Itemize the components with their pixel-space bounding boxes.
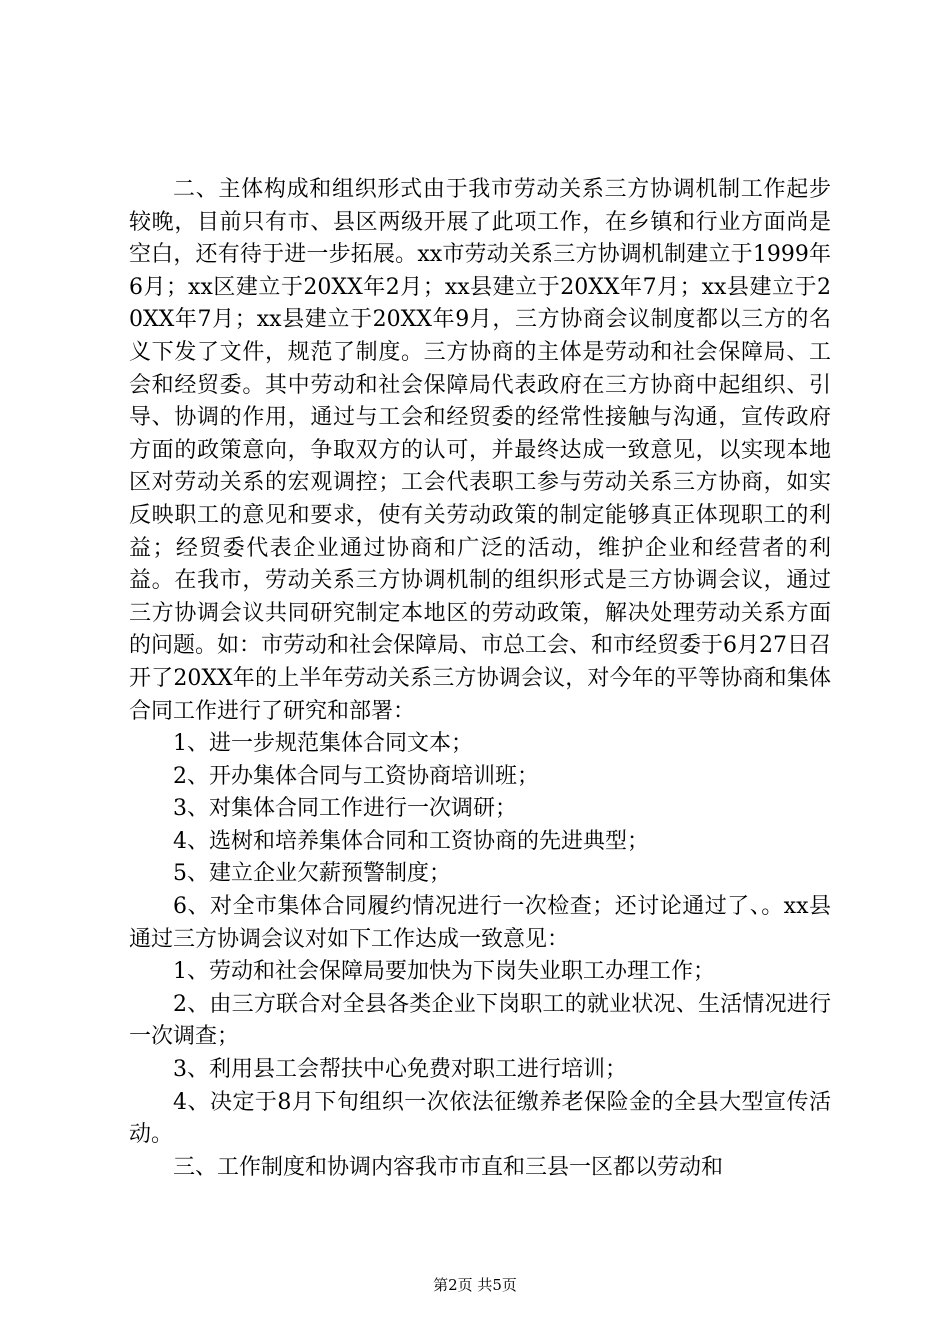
paragraph-section-three: 三、工作制度和协调内容我市市直和三县一区都以劳动和: [173, 1154, 724, 1180]
list-item: 4、决定于8月下旬组织一次依法征缴养老保险金的全县大型宣传活动。: [129, 1089, 831, 1148]
list-item: 2、由三方联合对全县各类企业下岗职工的就业状况、生活情况进行一次调查；: [129, 991, 831, 1050]
list-item: 6、对全市集体合同履约情况进行一次检查；还讨论通过了、。xx县通过三方协调会议对如下工作达成一致意见：: [129, 894, 831, 952]
list-item: 2、开办集体合同与工资协商培训班；: [173, 763, 539, 789]
paragraph-section-two: 二、主体构成和组织形式由于我市劳动关系三方协调机制工作起步较晚，目前只有市、县区两级开展了此项工作，在乡镇和行业方面尚是空白，还有待于进一步拓展。xx市劳动关系三方协调机制建立于1999年6月；xx区建立于20XX年2月；xx县建立于20XX年7月；xx县建立于20XX年7月；xx县建立于20XX年9月，三方协商会议制度都以三方的名义下发了文件，规范了制度。三方协商的主体是劳动和社会保障局、工会和经贸委。其中劳动和社会保障局代表政府在三方协商中起组织、引导、协调的作用，通过与工会和经贸委的经常性接触与沟通，宣传政府方面的政策意向，争取双方的认可，并最终达成一致意见，以实现本地区对劳动关系的宏观调控；工会代表职工参与劳动关系三方协商，如实反映职工的意见和要求，使有关劳动政策的制定能够真正体现职工的利益；经贸委代表企业通过协商和广泛的活动，维护企业和经营者的利益。在我市，劳动关系三方协调机制的组织形式是三方协调会议，通过三方协调会议共同研究制定本地区的劳动政策，解决处理劳动关系方面的问题。如：市劳动和社会保障局、市总工会、和市经贸委于6月27日召开了20XX年的上半年劳动关系三方协调会议，对今年的平等协商和集体合同工作进行了研究和部署：: [129, 177, 831, 724]
list-item: 5、建立企业欠薪预警制度；: [173, 861, 451, 887]
list-item: 3、对集体合同工作进行一次调研；: [173, 796, 517, 822]
document-body: [129, 174, 831, 1184]
list-item: 1、进一步规范集体合同文本；: [173, 731, 473, 757]
list-item: 1、劳动和社会保障局要加快为下岗失业职工办理工作；: [173, 959, 715, 985]
list-item: 4、选树和培养集体合同和工资协商的先进典型；: [173, 828, 649, 854]
page-number-footer: 第2页 共5页: [433, 1276, 517, 1294]
list-item: 3、利用县工会帮扶中心免费对职工进行培训；: [173, 1057, 627, 1083]
